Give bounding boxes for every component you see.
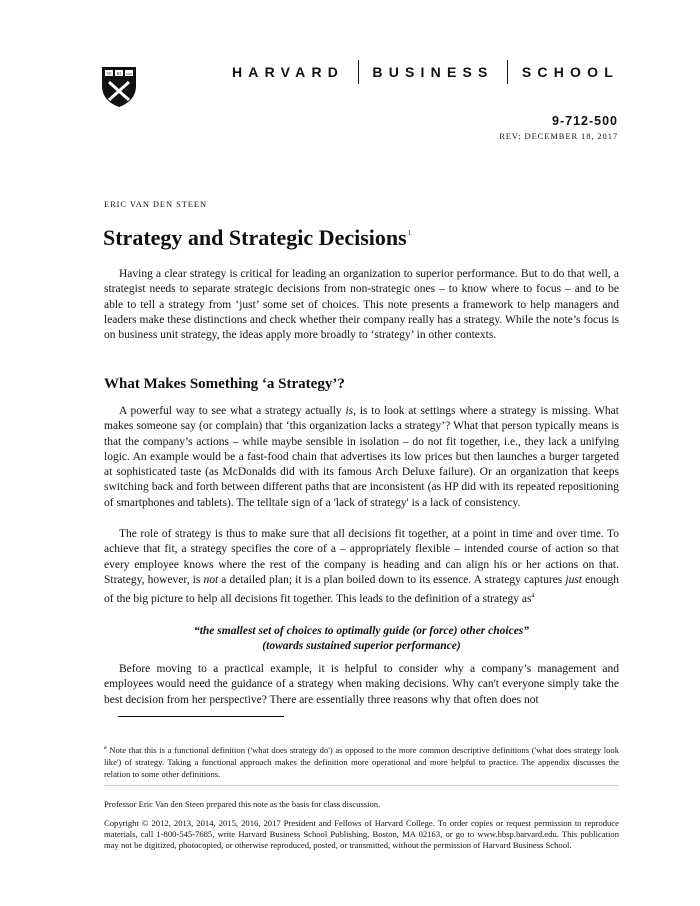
paragraph-2-text: enough of the big picture to help all decisions fit together. This leads to the definition of a strategy as — [104, 573, 619, 606]
document-title — [103, 225, 411, 251]
school-word-business: BUSINESS — [372, 64, 494, 80]
definition-quote-line-1: “the smallest set of choices to optimally guide (or force) other choices” — [193, 625, 530, 637]
logo-text-ri: RI — [117, 71, 121, 76]
footnote-a — [104, 742, 619, 780]
section-heading: What Makes Something ‘a Strategy’? — [104, 376, 345, 392]
revision-date: REV: DECEMBER 18, 2017 — [499, 131, 618, 141]
case-number: 9-712-500 — [552, 114, 618, 128]
paragraph-2-text: a detailed plan; it is a plan boiled down to its essence. A strategy captures — [218, 573, 566, 586]
footnote-mark: a — [104, 745, 107, 751]
school-header — [232, 62, 619, 82]
paragraph-1-text: , is to look at settings where a strategy is missing. What makes someone say (or complain) that ‘this organization lacks a strategy’? What that person typically means is that the company’s actions – while maybe sensible in isolation – do not fit together, i.e., they lack a unifying logic. An example would be a fast-food chain that advertises its low prices but then launches a burger targeted at sophisticated taste (as McDonalds did with its famous Arch Deluxe failure). Or an organization that keeps switching back and forth between different paths that are inconsistent (as HP did with its repeated repositioning of smartphones and tablets). The telltale sign of a 'lack of strategy' is a lack of consistency. — [104, 405, 619, 509]
school-word-harvard: HARVARD — [232, 64, 345, 80]
harvard-shield-logo — [101, 66, 137, 108]
header-divider — [507, 60, 508, 84]
footnote-reference-a[interactable]: a — [531, 591, 535, 600]
paragraph-3: Before moving to a practical example, it is helpful to consider why a company’s management and employees would need the guidance of a strategy when making decisions. Why can't everyone simply take the best decision from her perspective? There are essentially three reasons why that often does not — [104, 663, 619, 706]
paragraph-1-emphasis: is — [345, 405, 354, 417]
intro-paragraph: Having a clear strategy is critical for leading an organization to superior performance. But to do that well, a strategist needs to separate strategic decisions from non-strategic ones – to know where to focus – and to be able to tell a strategy from ‘just’ some set of choices. This note presents a framework to help managers and leaders make these distinctions and check whether their company really has a strategy. While the note’s focus is on business unit strategy, the ideas apply more broadly to ‘strategy’ in other contexts. — [104, 268, 619, 342]
school-word-school: SCHOOL — [521, 64, 619, 80]
header-divider — [358, 60, 359, 84]
paragraph-2-text: The role of strategy is thus to make sure that all decisions fit together, at a point in time and over time. To achieve that fit, a strategy specifies the core of a – appropriately flexible – intended course of action so that every employee knows where the rest of the company is heading and can align his or her actions on that. Strategy, however, is — [104, 528, 619, 586]
footnote-text: Note that this is a functional definition ('what does strategy do') as opposed to the more common descriptive definitions ('what does strategy look like') of strategy. Taking a functional approach makes the definition more operational and more helpful to practice. The appendix discusses the relation to some other definitions. — [104, 745, 619, 779]
logo-text-ve: VE — [106, 71, 112, 76]
footer-divider — [104, 785, 619, 786]
title-text: Strategy and Strategic Decisions — [103, 225, 407, 250]
copyright-notice: Copyright © 2012, 2013, 2014, 2015, 2016, 2017 President and Fellows of Harvard College. To order copies or request permission to reproduce materials, call 1-800-545-7685, write Harvard Business School Publishing, Boston, MA 02163, or go to www.hbsp.harvard.edu. This publication may not be digitized, photocopied, or otherwise reproduced, posted, or transmitted, without the permission of Harvard Business School. — [104, 818, 619, 851]
paragraph-1 — [104, 404, 619, 511]
paragraph-2-emphasis: just — [565, 573, 583, 586]
paragraph-1-text: A powerful way to see what a strategy actually — [119, 405, 346, 417]
professor-note: Professor Eric Van den Steen prepared this note as the basis for class discussion. — [104, 799, 381, 809]
author-name: ERIC VAN DEN STEEN — [104, 199, 208, 209]
footnote-divider — [118, 716, 284, 717]
paragraph-2 — [104, 527, 619, 607]
definition-quote — [104, 624, 619, 654]
definition-quote-line-2: (towards sustained superior performance) — [262, 640, 461, 652]
paragraph-2-emphasis: not — [203, 573, 219, 586]
title-note-mark: 1 — [407, 229, 412, 237]
logo-text-tas: TAS — [125, 72, 133, 76]
